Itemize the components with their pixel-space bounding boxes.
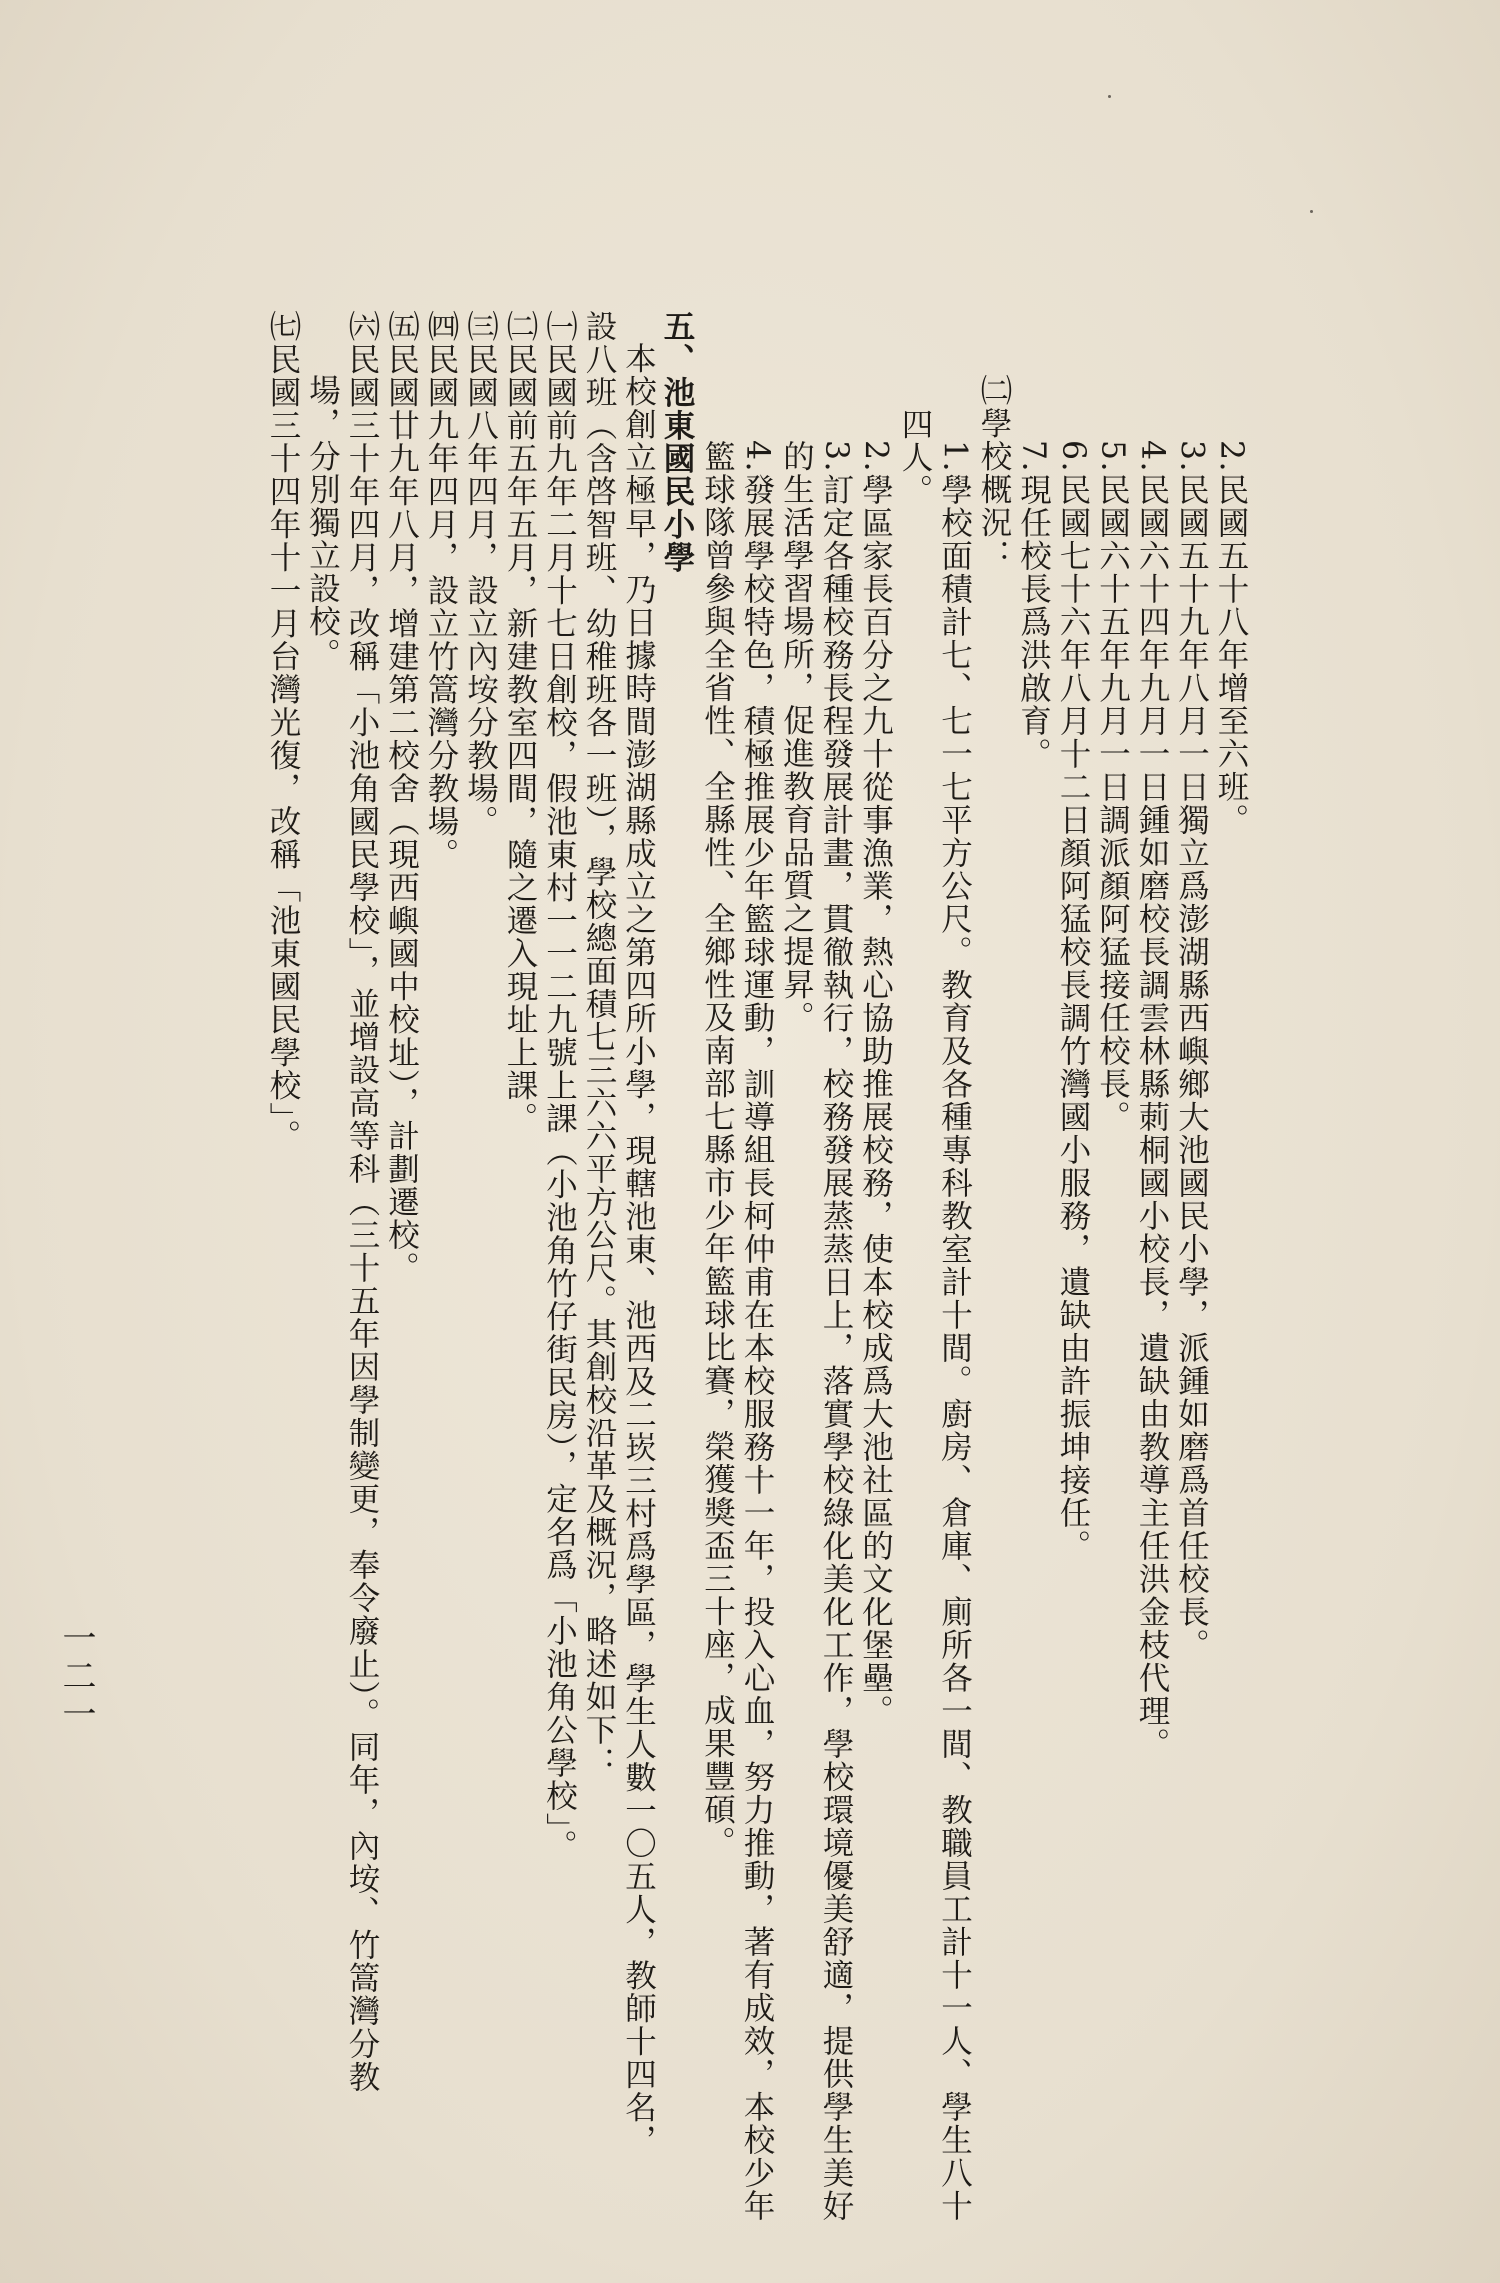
text-line: 6.民國七十六年八月十二日顏阿猛校長調竹灣國小服務，遺缺由許振坤接任。 [1055,440,1091,1563]
text-line: 4.發展學校特色，積極推展少年籃球運動，訓導組長柯仲甫在本校服務十一年，投入心血，努力推動，著有成效，本校少年 [739,440,775,2223]
text-line: 籃球隊曾參與全省性、全縣性、全鄉性及南部七縣市少年籃球比賽，榮獲獎盃三十座，成果豐碩。 [699,440,736,1859]
speck [1108,95,1111,98]
text-line: 本校創立極早，乃日據時間澎湖縣成立之第四所小學，現轄池東、池西及二崁三村爲學區，學生人數一〇五人，教師十四名， [620,342,657,2157]
text-line: 3.民國五十九年八月一日獨立爲澎湖縣西嶼鄉大池國民小學，派鍾如磨爲首任校長。 [1173,440,1210,1662]
text-line: ㈠民國前九年二月十七日創校，假池東村一一二九號上課（小池角竹仔街民房），定名爲「小池角公學校」。 [541,310,578,1863]
page-number: 一二一 [56,1620,96,1734]
text-line: ㈡民國前五年五月，新建教室四間，隨之遷入現址上課。 [502,310,538,1135]
text-line: 設八班（含啓智班、幼稚班各一班），學校總面積七三六六平方公尺。其創校沿革及概況，略述如下： [581,310,617,1780]
text-line: 四人。 [897,408,933,507]
section-heading: 五、池東國民小學 [659,310,696,574]
text-line: 2.民國五十八年增至六班。 [1213,440,1249,837]
text-line: 3.訂定各種校務長程發展計畫，貫徹執行，校務發展蒸蒸日上，落實學校綠化美化工作，學校環境優美舒適，提供學生美好 [818,440,854,2223]
text-line: 2.學區家長百分之九十從事漁業，熱心協助推展校務，使本校成爲大池社區的文化堡壘。 [857,440,894,1728]
vertical-text-body [263,310,1251,2223]
text-line: ㈦民國三十四年十一月台灣光復，改稱「池東國民學校」。 [265,310,301,1153]
text-line: ㈤民國廿九年八月，增建第二校舍（現西嶼國中校址），計劃遷校。 [383,310,420,1285]
text-line: ㈣民國九年四月，設立竹篙灣分教場。 [423,310,459,871]
text-line: 5.民國六十五年九月一日調派顏阿猛接任校長。 [1094,440,1131,1134]
speck [1310,210,1313,213]
text-line: ㈢民國八年四月，設立內垵分教場。 [462,310,499,838]
text-line: 1.學校面積計七、七一七平方公尺。教育及各種專科教室計十間。廚房、倉庫、廁所各一間、教職員工計十一人、學生八十 [936,440,973,2223]
subsection-heading: ㈡學校概況： [976,374,1012,572]
text-line: ㈥民國三十年四月，改稱「小池角國民學校」，並增設高等科（三十五年因學制變更，奉令廢止）。同年，內垵、竹篙灣分教 [344,310,380,2094]
text-line: 7.現任校長爲洪啟育。 [1015,440,1052,771]
text-line: 場，分別獨立設校。 [304,374,341,671]
text-line: 的生活學習場所，促進教育品質之提昇。 [778,440,815,1034]
text-line: 4.民國六十四年九月一日鍾如磨校長調雲林縣莿桐國小校長，遺缺由教導主任洪金枝代理。 [1134,440,1170,1761]
